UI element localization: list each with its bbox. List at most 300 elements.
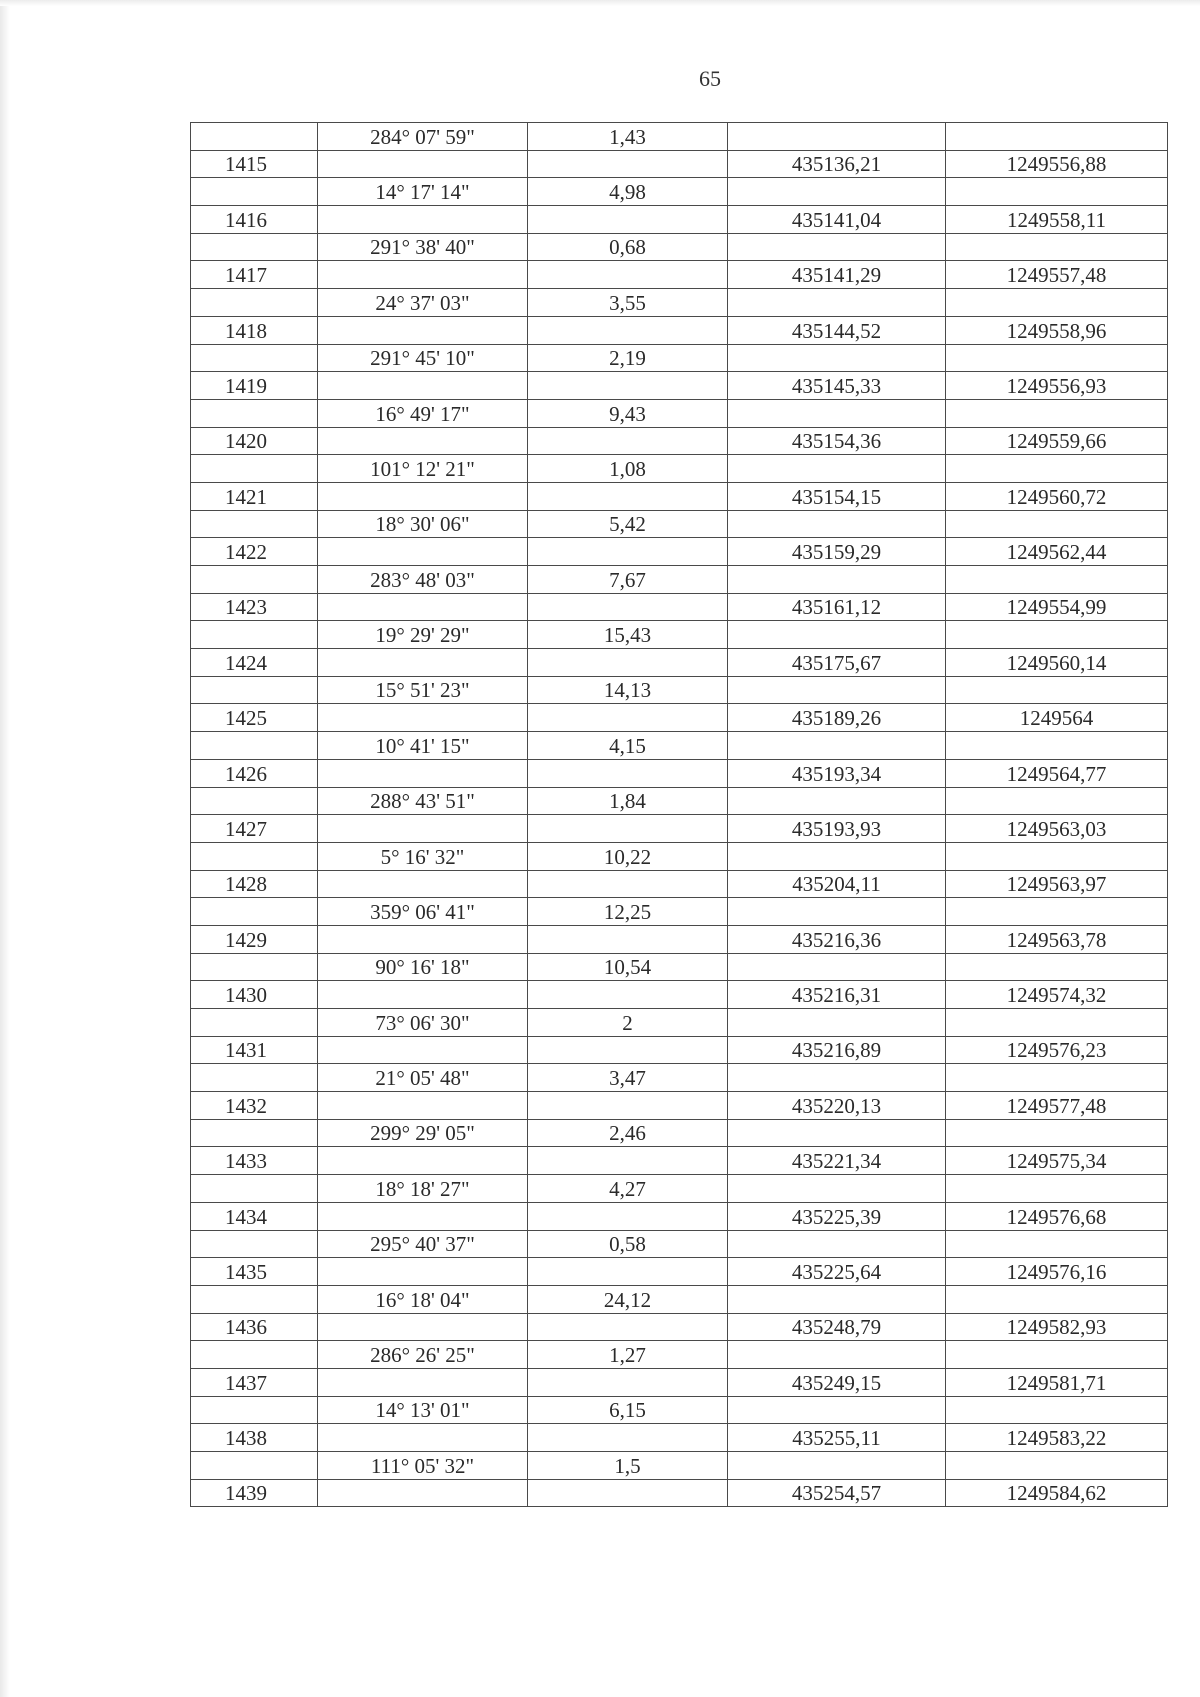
distance-cell: 4,15	[528, 732, 728, 760]
distance-cell	[528, 261, 728, 289]
table-row	[191, 1202, 1168, 1230]
table-row	[191, 150, 1168, 178]
y-coordinate-cell	[946, 1285, 1168, 1313]
y-coordinate-cell	[946, 510, 1168, 538]
bearing-cell	[318, 427, 528, 455]
x-coordinate-cell	[728, 399, 946, 427]
distance-cell: 24,12	[528, 1285, 728, 1313]
coordinates-table-body	[191, 123, 1168, 1507]
point-number-cell: 1429	[191, 925, 318, 953]
table-row	[191, 676, 1168, 704]
x-coordinate-cell	[728, 842, 946, 870]
point-number-cell: 1437	[191, 1368, 318, 1396]
y-coordinate-cell	[946, 676, 1168, 704]
point-number-cell: 1419	[191, 372, 318, 400]
distance-cell	[528, 372, 728, 400]
point-number-cell	[191, 566, 318, 594]
y-coordinate-cell: 1249583,22	[946, 1424, 1168, 1452]
x-coordinate-cell	[728, 1452, 946, 1480]
table-row	[191, 1313, 1168, 1341]
distance-cell: 0,58	[528, 1230, 728, 1258]
table-row	[191, 372, 1168, 400]
x-coordinate-cell: 435161,12	[728, 593, 946, 621]
y-coordinate-cell: 1249584,62	[946, 1479, 1168, 1507]
point-number-cell	[191, 1009, 318, 1037]
y-coordinate-cell: 1249582,93	[946, 1313, 1168, 1341]
point-number-cell: 1423	[191, 593, 318, 621]
point-number-cell: 1436	[191, 1313, 318, 1341]
y-coordinate-cell	[946, 1175, 1168, 1203]
table-row	[191, 1452, 1168, 1480]
x-coordinate-cell: 435216,89	[728, 1036, 946, 1064]
x-coordinate-cell: 435254,57	[728, 1479, 946, 1507]
x-coordinate-cell: 435141,29	[728, 261, 946, 289]
point-number-cell: 1418	[191, 316, 318, 344]
bearing-cell	[318, 1092, 528, 1120]
table-row	[191, 704, 1168, 732]
table-row	[191, 316, 1168, 344]
distance-cell: 10,22	[528, 842, 728, 870]
bearing-cell: 24° 37' 03"	[318, 289, 528, 317]
bearing-cell: 90° 16' 18"	[318, 953, 528, 981]
distance-cell	[528, 1147, 728, 1175]
y-coordinate-cell: 1249577,48	[946, 1092, 1168, 1120]
distance-cell	[528, 981, 728, 1009]
bearing-cell: 5° 16' 32"	[318, 842, 528, 870]
distance-cell	[528, 649, 728, 677]
x-coordinate-cell: 435154,15	[728, 482, 946, 510]
table-row	[191, 1009, 1168, 1037]
x-coordinate-cell	[728, 1285, 946, 1313]
table-row	[191, 1230, 1168, 1258]
table-row	[191, 621, 1168, 649]
y-coordinate-cell	[946, 1452, 1168, 1480]
table-row	[191, 344, 1168, 372]
bearing-cell	[318, 1036, 528, 1064]
x-coordinate-cell	[728, 953, 946, 981]
distance-cell: 1,5	[528, 1452, 728, 1480]
y-coordinate-cell	[946, 344, 1168, 372]
distance-cell	[528, 316, 728, 344]
point-number-cell	[191, 233, 318, 261]
table-row	[191, 123, 1168, 151]
coordinates-table	[190, 122, 1168, 1507]
distance-cell: 4,98	[528, 178, 728, 206]
bearing-cell: 73° 06' 30"	[318, 1009, 528, 1037]
x-coordinate-cell: 435144,52	[728, 316, 946, 344]
distance-cell	[528, 870, 728, 898]
y-coordinate-cell: 1249556,93	[946, 372, 1168, 400]
distance-cell: 6,15	[528, 1396, 728, 1424]
bearing-cell	[318, 1424, 528, 1452]
point-number-cell: 1422	[191, 538, 318, 566]
y-coordinate-cell: 1249574,32	[946, 981, 1168, 1009]
x-coordinate-cell: 435220,13	[728, 1092, 946, 1120]
x-coordinate-cell: 435255,11	[728, 1424, 946, 1452]
x-coordinate-cell: 435136,21	[728, 150, 946, 178]
x-coordinate-cell	[728, 1175, 946, 1203]
x-coordinate-cell	[728, 1230, 946, 1258]
bearing-cell: 291° 45' 10"	[318, 344, 528, 372]
bearing-cell	[318, 759, 528, 787]
table-row	[191, 1064, 1168, 1092]
bearing-cell	[318, 538, 528, 566]
distance-cell	[528, 925, 728, 953]
bearing-cell: 14° 13' 01"	[318, 1396, 528, 1424]
table-row	[191, 1258, 1168, 1286]
y-coordinate-cell: 1249558,11	[946, 206, 1168, 234]
y-coordinate-cell: 1249563,78	[946, 925, 1168, 953]
distance-cell: 2,46	[528, 1119, 728, 1147]
table-row	[191, 925, 1168, 953]
table-row	[191, 233, 1168, 261]
distance-cell: 7,67	[528, 566, 728, 594]
y-coordinate-cell: 1249562,44	[946, 538, 1168, 566]
x-coordinate-cell	[728, 732, 946, 760]
table-row	[191, 206, 1168, 234]
y-coordinate-cell: 1249556,88	[946, 150, 1168, 178]
bearing-cell	[318, 1368, 528, 1396]
point-number-cell	[191, 1119, 318, 1147]
y-coordinate-cell: 1249560,72	[946, 482, 1168, 510]
point-number-cell: 1438	[191, 1424, 318, 1452]
distance-cell	[528, 704, 728, 732]
bearing-cell	[318, 1202, 528, 1230]
y-coordinate-cell: 1249576,16	[946, 1258, 1168, 1286]
point-number-cell	[191, 1064, 318, 1092]
x-coordinate-cell: 435193,93	[728, 815, 946, 843]
y-coordinate-cell	[946, 233, 1168, 261]
table-row	[191, 1119, 1168, 1147]
table-row	[191, 1396, 1168, 1424]
point-number-cell: 1428	[191, 870, 318, 898]
x-coordinate-cell: 435175,67	[728, 649, 946, 677]
bearing-cell	[318, 1313, 528, 1341]
y-coordinate-cell: 1249576,68	[946, 1202, 1168, 1230]
point-number-cell: 1434	[191, 1202, 318, 1230]
y-coordinate-cell	[946, 787, 1168, 815]
x-coordinate-cell: 435204,11	[728, 870, 946, 898]
table-row	[191, 1092, 1168, 1120]
bearing-cell	[318, 704, 528, 732]
point-number-cell	[191, 1230, 318, 1258]
scan-shadow-top	[0, 0, 1200, 6]
y-coordinate-cell: 1249581,71	[946, 1368, 1168, 1396]
y-coordinate-cell	[946, 1341, 1168, 1369]
distance-cell	[528, 1202, 728, 1230]
distance-cell	[528, 538, 728, 566]
distance-cell: 2	[528, 1009, 728, 1037]
x-coordinate-cell	[728, 1119, 946, 1147]
bearing-cell: 19° 29' 29"	[318, 621, 528, 649]
bearing-cell: 291° 38' 40"	[318, 233, 528, 261]
point-number-cell	[191, 842, 318, 870]
y-coordinate-cell	[946, 842, 1168, 870]
table-row	[191, 510, 1168, 538]
y-coordinate-cell: 1249560,14	[946, 649, 1168, 677]
y-coordinate-cell	[946, 1119, 1168, 1147]
bearing-cell: 111° 05' 32"	[318, 1452, 528, 1480]
bearing-cell: 16° 18' 04"	[318, 1285, 528, 1313]
bearing-cell	[318, 593, 528, 621]
point-number-cell	[191, 953, 318, 981]
y-coordinate-cell	[946, 566, 1168, 594]
table-row	[191, 953, 1168, 981]
x-coordinate-cell	[728, 455, 946, 483]
table-row	[191, 593, 1168, 621]
y-coordinate-cell: 1249558,96	[946, 316, 1168, 344]
x-coordinate-cell: 435221,34	[728, 1147, 946, 1175]
table-row	[191, 566, 1168, 594]
x-coordinate-cell: 435141,04	[728, 206, 946, 234]
point-number-cell: 1430	[191, 981, 318, 1009]
y-coordinate-cell	[946, 178, 1168, 206]
point-number-cell	[191, 455, 318, 483]
point-number-cell: 1432	[191, 1092, 318, 1120]
table-row	[191, 261, 1168, 289]
bearing-cell: 14° 17' 14"	[318, 178, 528, 206]
y-coordinate-cell	[946, 732, 1168, 760]
table-row	[191, 178, 1168, 206]
distance-cell	[528, 759, 728, 787]
point-number-cell: 1424	[191, 649, 318, 677]
y-coordinate-cell	[946, 1064, 1168, 1092]
bearing-cell	[318, 482, 528, 510]
table-row	[191, 787, 1168, 815]
bearing-cell	[318, 815, 528, 843]
point-number-cell: 1416	[191, 206, 318, 234]
point-number-cell: 1415	[191, 150, 318, 178]
x-coordinate-cell	[728, 1009, 946, 1037]
bearing-cell	[318, 981, 528, 1009]
distance-cell: 14,13	[528, 676, 728, 704]
y-coordinate-cell: 1249564,77	[946, 759, 1168, 787]
y-coordinate-cell	[946, 621, 1168, 649]
y-coordinate-cell: 1249575,34	[946, 1147, 1168, 1175]
distance-cell	[528, 1092, 728, 1120]
distance-cell	[528, 150, 728, 178]
bearing-cell	[318, 1479, 528, 1507]
bearing-cell: 295° 40' 37"	[318, 1230, 528, 1258]
distance-cell	[528, 593, 728, 621]
y-coordinate-cell	[946, 1230, 1168, 1258]
x-coordinate-cell: 435216,36	[728, 925, 946, 953]
y-coordinate-cell	[946, 1396, 1168, 1424]
x-coordinate-cell	[728, 344, 946, 372]
bearing-cell	[318, 206, 528, 234]
point-number-cell	[191, 732, 318, 760]
table-row	[191, 538, 1168, 566]
bearing-cell: 18° 30' 06"	[318, 510, 528, 538]
x-coordinate-cell: 435189,26	[728, 704, 946, 732]
distance-cell	[528, 206, 728, 234]
x-coordinate-cell	[728, 510, 946, 538]
x-coordinate-cell	[728, 566, 946, 594]
x-coordinate-cell	[728, 621, 946, 649]
x-coordinate-cell	[728, 289, 946, 317]
y-coordinate-cell	[946, 953, 1168, 981]
x-coordinate-cell	[728, 233, 946, 261]
y-coordinate-cell: 1249557,48	[946, 261, 1168, 289]
point-number-cell	[191, 510, 318, 538]
y-coordinate-cell	[946, 455, 1168, 483]
table-row	[191, 759, 1168, 787]
y-coordinate-cell	[946, 1009, 1168, 1037]
distance-cell	[528, 1479, 728, 1507]
x-coordinate-cell	[728, 1341, 946, 1369]
point-number-cell	[191, 1341, 318, 1369]
distance-cell: 1,27	[528, 1341, 728, 1369]
point-number-cell: 1435	[191, 1258, 318, 1286]
bearing-cell	[318, 1147, 528, 1175]
y-coordinate-cell: 1249563,03	[946, 815, 1168, 843]
point-number-cell	[191, 289, 318, 317]
point-number-cell: 1417	[191, 261, 318, 289]
distance-cell: 2,19	[528, 344, 728, 372]
bearing-cell: 16° 49' 17"	[318, 399, 528, 427]
table-row	[191, 427, 1168, 455]
distance-cell	[528, 1313, 728, 1341]
table-row	[191, 732, 1168, 760]
bearing-cell	[318, 261, 528, 289]
x-coordinate-cell: 435154,36	[728, 427, 946, 455]
y-coordinate-cell	[946, 123, 1168, 151]
table-row	[191, 898, 1168, 926]
y-coordinate-cell: 1249554,99	[946, 593, 1168, 621]
point-number-cell	[191, 178, 318, 206]
x-coordinate-cell	[728, 787, 946, 815]
bearing-cell	[318, 372, 528, 400]
bearing-cell: 101° 12' 21"	[318, 455, 528, 483]
point-number-cell: 1427	[191, 815, 318, 843]
scan-shadow-left	[0, 0, 10, 1697]
x-coordinate-cell	[728, 676, 946, 704]
distance-cell: 4,27	[528, 1175, 728, 1203]
x-coordinate-cell: 435159,29	[728, 538, 946, 566]
x-coordinate-cell: 435249,15	[728, 1368, 946, 1396]
point-number-cell: 1425	[191, 704, 318, 732]
point-number-cell	[191, 399, 318, 427]
x-coordinate-cell	[728, 1064, 946, 1092]
bearing-cell: 286° 26' 25"	[318, 1341, 528, 1369]
bearing-cell	[318, 150, 528, 178]
point-number-cell	[191, 1175, 318, 1203]
bearing-cell: 284° 07' 59"	[318, 123, 528, 151]
point-number-cell: 1439	[191, 1479, 318, 1507]
point-number-cell: 1426	[191, 759, 318, 787]
table-row	[191, 1341, 1168, 1369]
point-number-cell: 1421	[191, 482, 318, 510]
point-number-cell	[191, 787, 318, 815]
page-number: 65	[699, 66, 721, 91]
x-coordinate-cell	[728, 123, 946, 151]
table-row	[191, 1479, 1168, 1507]
point-number-cell	[191, 621, 318, 649]
x-coordinate-cell: 435145,33	[728, 372, 946, 400]
x-coordinate-cell: 435248,79	[728, 1313, 946, 1341]
bearing-cell: 10° 41' 15"	[318, 732, 528, 760]
table-row	[191, 289, 1168, 317]
x-coordinate-cell: 435225,39	[728, 1202, 946, 1230]
y-coordinate-cell: 1249563,97	[946, 870, 1168, 898]
point-number-cell	[191, 123, 318, 151]
distance-cell	[528, 1368, 728, 1396]
distance-cell: 9,43	[528, 399, 728, 427]
distance-cell: 0,68	[528, 233, 728, 261]
bearing-cell: 359° 06' 41"	[318, 898, 528, 926]
distance-cell: 3,55	[528, 289, 728, 317]
distance-cell	[528, 1258, 728, 1286]
table-row	[191, 815, 1168, 843]
y-coordinate-cell: 1249564	[946, 704, 1168, 732]
table-row	[191, 1368, 1168, 1396]
point-number-cell	[191, 898, 318, 926]
distance-cell: 12,25	[528, 898, 728, 926]
distance-cell: 1,08	[528, 455, 728, 483]
x-coordinate-cell: 435225,64	[728, 1258, 946, 1286]
y-coordinate-cell: 1249559,66	[946, 427, 1168, 455]
point-number-cell: 1431	[191, 1036, 318, 1064]
bearing-cell: 288° 43' 51"	[318, 787, 528, 815]
point-number-cell	[191, 1396, 318, 1424]
y-coordinate-cell: 1249576,23	[946, 1036, 1168, 1064]
y-coordinate-cell	[946, 898, 1168, 926]
bearing-cell: 299° 29' 05"	[318, 1119, 528, 1147]
point-number-cell	[191, 676, 318, 704]
distance-cell: 1,43	[528, 123, 728, 151]
x-coordinate-cell	[728, 178, 946, 206]
bearing-cell	[318, 925, 528, 953]
bearing-cell: 18° 18' 27"	[318, 1175, 528, 1203]
distance-cell: 1,84	[528, 787, 728, 815]
table-row	[191, 649, 1168, 677]
table-row	[191, 1036, 1168, 1064]
table-row	[191, 870, 1168, 898]
x-coordinate-cell: 435193,34	[728, 759, 946, 787]
bearing-cell	[318, 1258, 528, 1286]
point-number-cell	[191, 1452, 318, 1480]
bearing-cell	[318, 316, 528, 344]
distance-cell	[528, 482, 728, 510]
table-row	[191, 1175, 1168, 1203]
x-coordinate-cell	[728, 898, 946, 926]
y-coordinate-cell	[946, 399, 1168, 427]
bearing-cell	[318, 870, 528, 898]
table-row	[191, 842, 1168, 870]
point-number-cell	[191, 1285, 318, 1313]
table-row	[191, 981, 1168, 1009]
distance-cell	[528, 1424, 728, 1452]
distance-cell: 10,54	[528, 953, 728, 981]
point-number-cell: 1433	[191, 1147, 318, 1175]
table-row	[191, 482, 1168, 510]
table-row	[191, 1147, 1168, 1175]
bearing-cell: 15° 51' 23"	[318, 676, 528, 704]
table-row	[191, 455, 1168, 483]
bearing-cell: 21° 05' 48"	[318, 1064, 528, 1092]
distance-cell: 5,42	[528, 510, 728, 538]
point-number-cell: 1420	[191, 427, 318, 455]
x-coordinate-cell	[728, 1396, 946, 1424]
distance-cell: 3,47	[528, 1064, 728, 1092]
bearing-cell	[318, 649, 528, 677]
bearing-cell: 283° 48' 03"	[318, 566, 528, 594]
table-row	[191, 399, 1168, 427]
x-coordinate-cell: 435216,31	[728, 981, 946, 1009]
distance-cell: 15,43	[528, 621, 728, 649]
y-coordinate-cell	[946, 289, 1168, 317]
table-row	[191, 1424, 1168, 1452]
